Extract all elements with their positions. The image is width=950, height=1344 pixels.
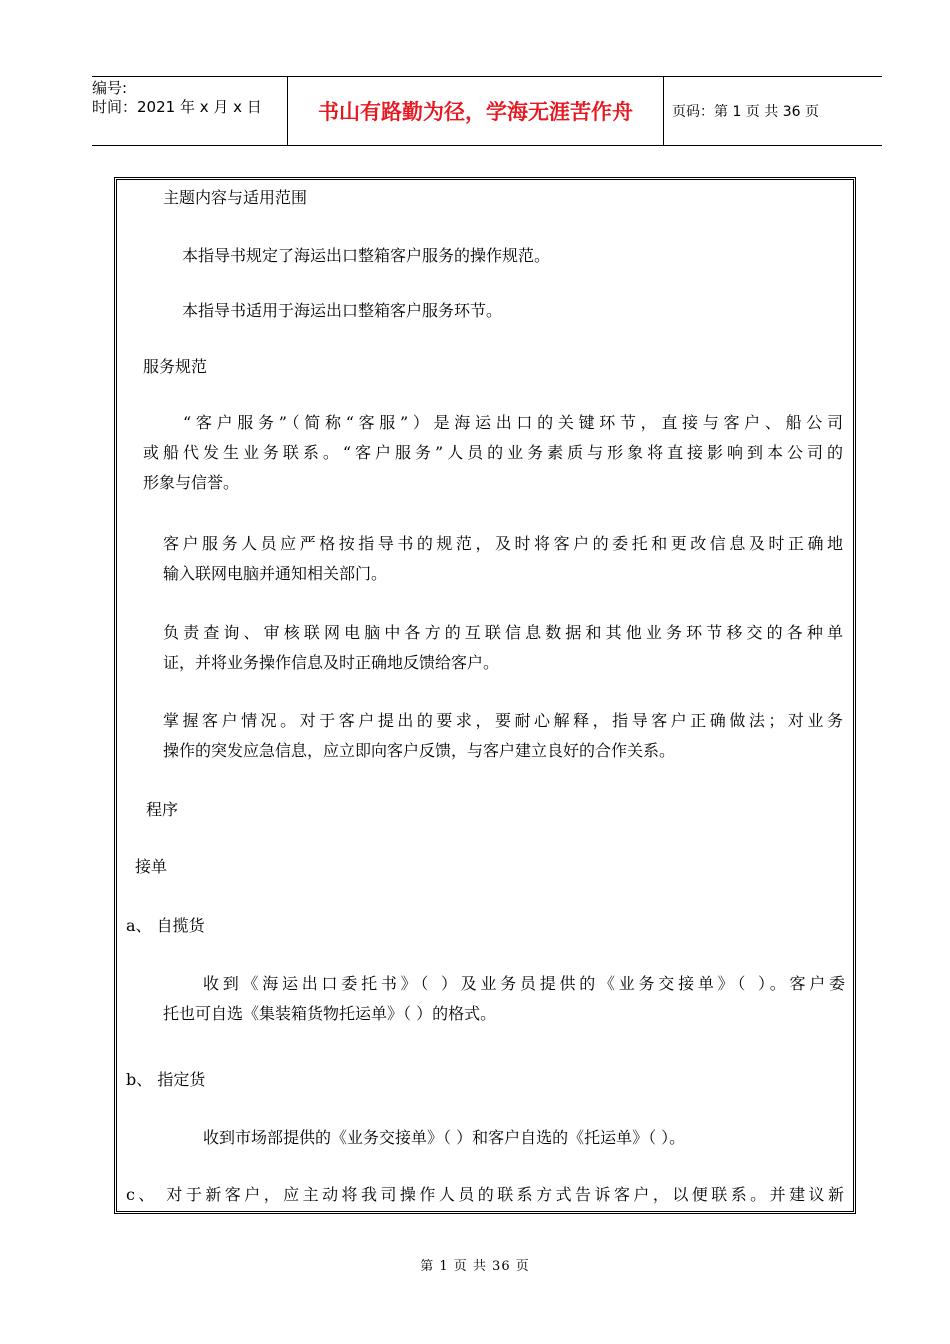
section-heading-service: 服务规范 <box>143 357 208 376</box>
text-line: 负责查询、审核联网电脑中各方的互联信息数据和其他业务环节移交的各种单 <box>163 623 843 642</box>
header-meta <box>92 79 287 143</box>
text-line: 客户服务人员应严格按指导书的规范，及时将客户的委托和更改信息及时正确地 <box>163 534 843 553</box>
section-heading-procedure: 程序 <box>146 800 179 819</box>
paragraph-service-intro <box>143 408 843 498</box>
text-line: 掌握客户情况。对于客户提出的要求，要耐心解释，指导客户正确做法；对业务 <box>163 711 843 730</box>
text-line: 证，并将业务操作信息及时正确地反馈给客户。 <box>163 653 500 672</box>
item-a-label: a、 自揽货 <box>126 916 205 935</box>
paragraph-scope-1: 本指导书规定了海运出口整箱客户服务的操作规范。 <box>182 246 551 265</box>
paragraph-service-check <box>163 618 843 678</box>
text-line: 形象与信誉。 <box>143 473 240 492</box>
text-line: 托也可自选《集装箱货物托运单》（ ）的格式。 <box>163 1004 497 1023</box>
paragraph-item-a <box>163 969 845 1029</box>
header-page-info: 页码：第 1 页 共 36 页 <box>672 104 819 120</box>
paragraph-service-input <box>163 529 843 589</box>
page-footer: 第 1 页 共 36 页 <box>420 1259 530 1274</box>
text-line: 输入联网电脑并通知相关部门。 <box>163 564 388 583</box>
document-number-label: 编号: <box>92 79 128 97</box>
paragraph-service-customer <box>163 706 843 766</box>
section-heading-order: 接单 <box>135 857 168 876</box>
section-heading-scope: 主题内容与适用范围 <box>163 188 308 207</box>
text-line: 操作的突发应急信息，应立即向客户反馈，与客户建立良好的合作关系。 <box>163 741 676 760</box>
text-line: 收到《海运出口委托书》（ ）及业务员提供的《业务交接单》（ ）。客户委 <box>203 974 845 993</box>
text-line: c、 对于新客户，应主动将我司操作人员的联系方式告诉客户，以便联系。并建议新 <box>126 1185 844 1204</box>
document-time: 时间：2021 年 x 月 x 日 <box>92 98 262 116</box>
content-frame <box>114 177 856 1214</box>
text-line: “客户服务”（简称“客服”）是海运出口的关键环节，直接与客户、船公司 <box>183 413 843 432</box>
page-header <box>92 76 882 146</box>
paragraph-item-c <box>126 1180 844 1210</box>
header-motto: 书山有路勤为径，学海无涯苦作舟 <box>287 77 664 145</box>
paragraph-scope-2: 本指导书适用于海运出口整箱客户服务环节。 <box>182 301 503 320</box>
item-b-label: b、 指定货 <box>126 1070 206 1089</box>
paragraph-item-b: 收到市场部提供的《业务交接单》（ ）和客户自选的《托运单》（ ）。 <box>203 1128 686 1147</box>
text-line: 或船代发生业务联系。“客户服务”人员的业务素质与形象将直接影响到本公司的 <box>143 443 843 462</box>
